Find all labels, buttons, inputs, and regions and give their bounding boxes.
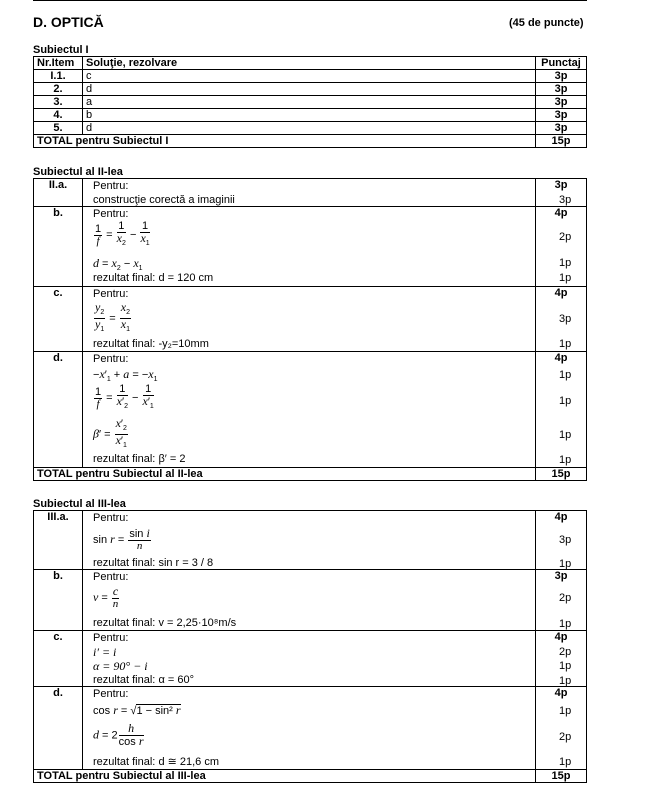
s3-row-c [34,631,587,687]
label-pentru: Pentru: [93,353,129,365]
partial-score: 1p [559,660,572,672]
table-row [34,122,587,135]
final-result: rezultat final: d = 120 cm [93,272,214,284]
score: 3p [536,122,587,135]
item-number: c. [34,287,83,352]
partial-score: 1p [559,272,572,284]
table-row [34,96,587,109]
partial-score: 2p [559,646,572,658]
section-points: (45 de puncte) [509,17,584,29]
answer: b [83,109,536,122]
partial-score: 1p [559,558,572,570]
s1-heading: Subiectul I [33,44,89,56]
answer: d [83,122,536,135]
label-pentru: Pentru: [93,512,129,524]
total-row [34,135,587,148]
partial-score: 3p [559,534,572,546]
partial-score: 1p [559,618,572,630]
item-number: b. [34,207,83,287]
formula-speed: v = $\frac{c}{n}$ [93,584,119,610]
total-score: 15p [536,468,587,481]
score: 4p [536,511,587,570]
score: 3p [536,96,587,109]
final-result: rezultat final: β′ = 2 [93,453,186,465]
partial-score: 1p [559,705,572,717]
item-number: III.a. [34,511,83,570]
partial-score: 1p [559,369,572,381]
item-number: d. [34,687,83,770]
partial-score: 1p [559,675,572,687]
total-row [34,770,587,783]
partial-score: 1p [559,395,572,407]
formula-distance: $d = x_2 - x_1$ [93,256,143,273]
partial-score: 1p [559,257,572,269]
item-number: 3. [34,96,83,109]
score: 4p [536,287,587,352]
total-label: TOTAL pentru Subiectul al II-lea [34,468,536,481]
s3-table [33,510,587,783]
s3-row-d [34,687,587,770]
formula-lens-new: $\frac{1}{f}$ = $\frac{1}{x'_2}$ − $\frac{1}{x'_1}$ [95,383,154,411]
score: 3p [536,570,587,631]
score: 3p [536,83,587,96]
partial-score: 1p [559,756,572,768]
s1-header-row [34,57,587,70]
s3-row-b [34,570,587,631]
score: 4p [536,631,587,687]
partial-score: 1p [559,338,572,350]
partial-score: 2p [559,731,572,743]
label-pentru: Pentru: [93,288,129,300]
formula-shift: $-x'_1 + a = -x_1$ [93,367,158,384]
answer: a [83,96,536,109]
score: 3p [536,179,587,207]
partial-score: 1p [559,454,572,466]
item-number: b. [34,570,83,631]
item-number: d. [34,352,83,468]
formula-angle: α = 90° − i [93,659,148,673]
partial-score: 3p [559,313,572,325]
col-solution: Soluţie, rezolvare [83,57,536,70]
criterion: construcţie corectă a imaginii [93,194,235,206]
label-pentru: Pentru: [93,208,129,220]
formula-depth: d = 2 $\frac{h}{\text{cos r}}$ [93,721,144,748]
page-title: D. OPTICĂ [33,14,104,30]
s2-row-a [34,179,587,207]
total-label: TOTAL pentru Subiectul al III-lea [34,770,536,783]
s2-heading: Subiectul al II-lea [33,166,123,178]
partial-score: 1p [559,429,572,441]
partial-score: 3p [559,194,572,206]
item-number: 2. [34,83,83,96]
score: 4p [536,207,587,287]
top-rule [33,0,587,1]
total-row [34,468,587,481]
item-number: c. [34,631,83,687]
total-label: TOTAL pentru Subiectul I [34,135,536,148]
score: 4p [536,352,587,468]
table-row [34,109,587,122]
score: 3p [536,109,587,122]
table-row [34,83,587,96]
col-item: Nr.Item [34,57,83,70]
answer: d [83,83,536,96]
formula-reflection: i′ = i [93,645,117,659]
s2-row-d [34,352,587,468]
s3-row-a [34,511,587,570]
total-score: 15p [536,770,587,783]
total-score: 15p [536,135,587,148]
formula-beta: β′ = $\frac{x'_2}{x'_1}$ [93,416,127,450]
s1-table [33,56,587,148]
s2-table [33,178,587,481]
item-number: 5. [34,122,83,135]
label-pentru: Pentru: [93,180,129,192]
item-number: II.a. [34,179,83,207]
s3-heading: Subiectul al III-lea [33,498,126,510]
final-result: rezultat final: sin r = 3 / 8 [93,557,214,569]
final-result: rezultat final: v = 2,25·10⁸m/s [93,617,237,629]
s2-row-b [34,207,587,287]
answer: c [83,70,536,83]
label-pentru: Pentru: [93,632,129,644]
label-pentru: Pentru: [93,571,129,583]
formula-cos: cos r = √1 − sin² r [93,703,181,717]
final-result: rezultat final: -y₂=10mm [93,338,209,350]
score: 3p [536,70,587,83]
formula-lens: $\frac{1}{f}$ = $\frac{1}{x_2}$ − $\frac{1}{x_1}$ [95,220,150,248]
item-number: I.1. [34,70,83,83]
final-result: rezultat final: d ≅ 21,6 cm [93,756,220,768]
partial-score: 2p [559,592,572,604]
col-score: Punctaj [536,57,587,70]
table-row [34,70,587,83]
s2-row-c [34,287,587,352]
score: 4p [536,687,587,770]
final-result: rezultat final: α = 60° [93,674,194,686]
partial-score: 2p [559,231,572,243]
formula-magnification: $\frac{y_2}{y_1}$ = $\frac{x_2}{x_1}$ [95,300,131,334]
label-pentru: Pentru: [93,688,129,700]
formula-refraction: sin r = $\frac{\text{sin i}}{n}$ [93,526,150,552]
item-number: 4. [34,109,83,122]
